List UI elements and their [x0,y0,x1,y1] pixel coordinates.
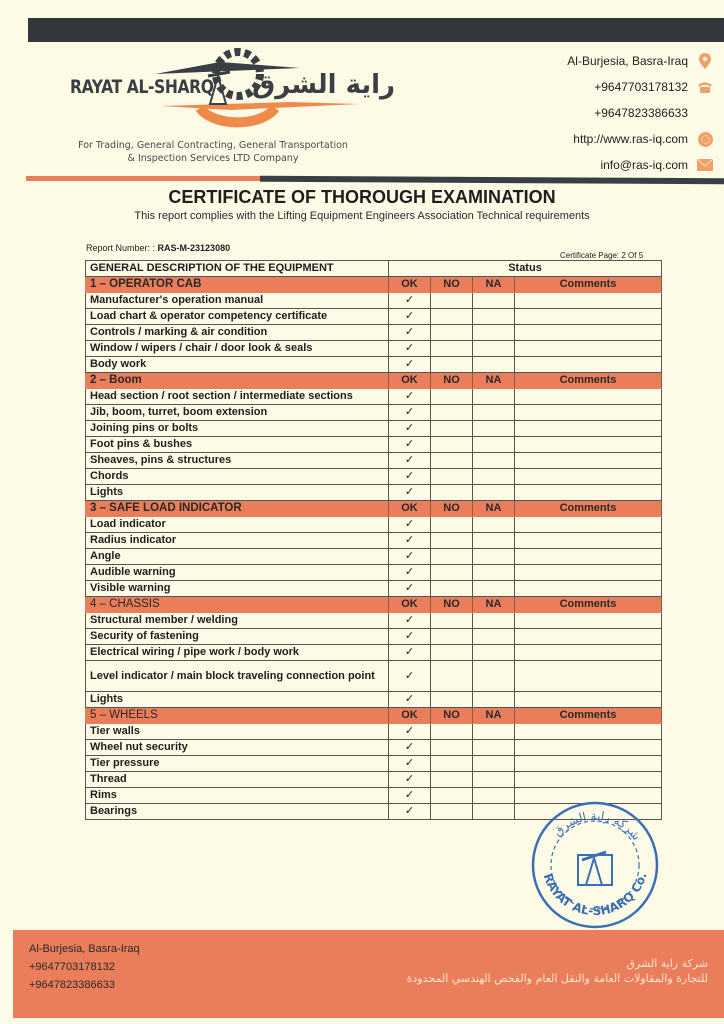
section-header-row [86,708,662,724]
table-row [86,389,662,405]
footer-address: Al-Burjesia, Basra-Iraq [29,943,140,955]
comments-cell[interactable] [515,613,662,629]
status-na-cell[interactable] [473,565,515,581]
contact-phone-1 [567,74,714,100]
status-ok-cell[interactable] [389,533,431,549]
item-label: Thread [86,772,389,788]
col-comments-header: Comments [515,708,662,724]
company-name-ar: راية الشرق [252,70,396,100]
table-row [86,469,662,485]
status-na-cell[interactable] [473,293,515,309]
email-link[interactable]: info@ras-iq.com [600,158,688,172]
table-row [86,517,662,533]
status-no-cell[interactable] [431,389,473,405]
report-number-value: RAS-M-23123080 [157,243,231,253]
status-ok-cell[interactable] [389,645,431,661]
item-label: Load chart & operator competency certificate [86,309,389,325]
section-header-row [86,501,662,517]
check-mark-icon: ✓ [404,741,415,753]
item-label: Foot pins & bushes [86,437,389,453]
report-number-label: Report Number: : [86,243,156,253]
status-no-cell[interactable] [431,661,473,692]
comments-cell[interactable] [515,517,662,533]
status-ok-cell[interactable] [389,692,431,708]
section-title: 1 – OPERATOR CAB [86,277,389,293]
section-title: 2 – Boom [86,373,389,389]
check-mark-icon: ✓ [404,789,415,801]
check-mark-icon: ✓ [404,406,415,418]
table-row [86,740,662,756]
col-no-header: NO [431,597,473,613]
status-no-cell[interactable] [431,309,473,325]
contact-phone-2 [567,100,714,126]
check-mark-icon: ✓ [404,614,415,626]
section-header-row [86,373,662,389]
footer-contact [29,940,140,994]
comments-cell[interactable] [515,293,662,309]
table-row [86,293,662,309]
table-row [86,756,662,772]
envelope-icon [696,157,714,173]
status-no-cell[interactable] [431,437,473,453]
contact-address [567,48,714,74]
table-row [86,325,662,341]
status-no-cell[interactable] [431,645,473,661]
section-header-row [86,277,662,293]
status-ok-cell[interactable] [389,309,431,325]
table-row [86,613,662,629]
status-no-cell[interactable] [431,325,473,341]
item-label: Rims [86,788,389,804]
check-mark-icon: ✓ [404,670,415,682]
status-no-cell[interactable] [431,485,473,501]
status-na-cell[interactable] [473,581,515,597]
status-ok-cell[interactable] [389,517,431,533]
item-label: Structural member / welding [86,613,389,629]
status-ok-cell[interactable] [389,565,431,581]
col-comments-header: Comments [515,277,662,293]
col-ok-header: OK [389,501,431,517]
table-row [86,437,662,453]
status-no-cell[interactable] [431,341,473,357]
col-ok-header: OK [389,597,431,613]
phone-2-link[interactable]: +9647823386633 [594,106,688,120]
status-na-cell[interactable] [473,661,515,692]
status-ok-cell[interactable] [389,437,431,453]
col-no-header: NO [431,501,473,517]
status-na-cell[interactable] [473,389,515,405]
section-title: 4 – CHASSIS [86,597,389,613]
status-no-cell[interactable] [431,357,473,373]
status-ok-cell[interactable] [389,389,431,405]
status-ok-cell[interactable] [389,325,431,341]
table-row [86,772,662,788]
status-ok-cell[interactable] [389,772,431,788]
item-label: Audible warning [86,565,389,581]
check-mark-icon: ✓ [404,518,415,530]
status-ok-cell[interactable] [389,788,431,804]
status-na-cell[interactable] [473,724,515,740]
section-header-row [86,597,662,613]
document-subtitle: This report complies with the Lifting Equipment Engineers Association Technical requirements [134,210,590,222]
check-mark-icon: ✓ [404,693,415,705]
status-na-cell[interactable] [473,756,515,772]
status-no-cell[interactable] [431,756,473,772]
check-mark-icon: ✓ [404,534,415,546]
comments-cell[interactable] [515,724,662,740]
comments-cell[interactable] [515,325,662,341]
item-label: Chords [86,469,389,485]
check-mark-icon: ✓ [404,422,415,434]
comments-cell[interactable] [515,692,662,708]
table-header-row [86,261,662,277]
table-row [86,724,662,740]
comments-cell[interactable] [515,629,662,645]
comments-cell[interactable] [515,533,662,549]
status-na-cell[interactable] [473,613,515,629]
status-no-cell[interactable] [431,565,473,581]
comments-cell[interactable] [515,756,662,772]
comments-cell[interactable] [515,740,662,756]
status-na-cell[interactable] [473,629,515,645]
comments-cell[interactable] [515,341,662,357]
check-mark-icon: ✓ [404,550,415,562]
item-label: Body work [86,357,389,373]
status-na-cell[interactable] [473,485,515,501]
desc-header: GENERAL DESCRIPTION OF THE EQUIPMENT [86,261,389,277]
status-na-cell[interactable] [473,533,515,549]
item-label: Sheaves, pins & structures [86,453,389,469]
item-label: Window / wipers / chair / door look & seals [86,341,389,357]
status-na-cell[interactable] [473,405,515,421]
status-na-cell[interactable] [473,469,515,485]
status-ok-cell[interactable] [389,485,431,501]
check-mark-icon: ✓ [404,310,415,322]
status-na-cell[interactable] [473,309,515,325]
status-no-cell[interactable] [431,469,473,485]
check-mark-icon: ✓ [404,773,415,785]
company-name-en: RAYAT AL-SHARQ [70,76,214,98]
status-no-cell[interactable] [431,581,473,597]
status-ok-cell[interactable] [389,405,431,421]
footer-phone-2[interactable]: +9647823386633 [29,979,115,991]
col-no-header: NO [431,708,473,724]
comments-cell[interactable] [515,485,662,501]
check-mark-icon: ✓ [404,454,415,466]
contact-website [567,126,714,152]
status-no-cell[interactable] [431,804,473,820]
check-mark-icon: ✓ [404,725,415,737]
table-row [86,453,662,469]
status-no-cell[interactable] [431,724,473,740]
item-label: Jib, boom, turret, boom extension [86,405,389,421]
logo-swoosh-bottom [160,102,360,110]
status-ok-cell[interactable] [389,740,431,756]
check-mark-icon: ✓ [404,358,415,370]
item-label: Electrical wiring / pipe work / body work [86,645,389,661]
status-na-cell[interactable] [473,740,515,756]
table-row [86,357,662,373]
item-label: Controls / marking & air condition [86,325,389,341]
item-label: Security of fastening [86,629,389,645]
table-row [86,341,662,357]
location-pin-icon [696,53,714,69]
status-na-cell[interactable] [473,437,515,453]
status-no-cell[interactable] [431,421,473,437]
spacer-icon [696,105,714,121]
contact-info [567,48,714,178]
item-label: Load indicator [86,517,389,533]
status-no-cell[interactable] [431,692,473,708]
footer-phone-1[interactable]: +9647703178132 [29,961,115,973]
website-link[interactable]: http://www.ras-iq.com [573,132,688,146]
comments-cell[interactable] [515,405,662,421]
check-mark-icon: ✓ [404,566,415,578]
check-mark-icon: ✓ [404,470,415,482]
table-row [86,581,662,597]
col-comments-header: Comments [515,373,662,389]
table-row [86,692,662,708]
col-na-header: NA [473,597,515,613]
item-label: Tier walls [86,724,389,740]
col-ok-header: OK [389,373,431,389]
comments-cell[interactable] [515,772,662,788]
status-ok-cell[interactable] [389,661,431,692]
comments-cell[interactable] [515,437,662,453]
comments-cell[interactable] [515,389,662,405]
header-divider-orange [26,176,260,181]
item-label: Lights [86,692,389,708]
col-comments-header: Comments [515,597,662,613]
item-label: Bearings [86,804,389,820]
status-na-cell[interactable] [473,325,515,341]
certificate-page: Certificate Page: 2 Of 5 [560,251,644,260]
status-no-cell[interactable] [431,549,473,565]
header-divider-dark [260,176,724,184]
status-na-cell[interactable] [473,549,515,565]
check-mark-icon: ✓ [404,342,415,354]
status-no-cell[interactable] [431,517,473,533]
check-mark-icon: ✓ [404,486,415,498]
comments-cell[interactable] [515,469,662,485]
status-ok-cell[interactable] [389,629,431,645]
section-title: 3 – SAFE LOAD INDICATOR [86,501,389,517]
status-ok-cell[interactable] [389,453,431,469]
company-stamp [530,800,660,930]
check-mark-icon: ✓ [404,326,415,338]
item-label: Manufacturer's operation manual [86,293,389,309]
item-label: Radius indicator [86,533,389,549]
check-mark-icon: ✓ [404,646,415,658]
tagline-line-1: For Trading, General Contracting, General Transportation [78,140,348,151]
table-row [86,661,662,692]
status-ok-cell[interactable] [389,581,431,597]
col-ok-header: OK [389,708,431,724]
comments-cell[interactable] [515,661,662,692]
status-no-cell[interactable] [431,533,473,549]
status-no-cell[interactable] [431,293,473,309]
status-na-cell[interactable] [473,421,515,437]
check-mark-icon: ✓ [404,805,415,817]
status-ok-cell[interactable] [389,804,431,820]
header-dark-bar [28,18,724,42]
item-label: Joining pins or bolts [86,421,389,437]
item-label: Head section / root section / intermediate sections [86,389,389,405]
status-no-cell[interactable] [431,613,473,629]
status-ok-cell[interactable] [389,724,431,740]
section-title: 5 – WHEELS [86,708,389,724]
col-na-header: NA [473,708,515,724]
check-mark-icon: ✓ [404,438,415,450]
status-no-cell[interactable] [431,740,473,756]
tagline-line-2: & Inspection Services LTD Company [127,153,299,164]
examination-table [85,260,662,820]
col-no-header: NO [431,277,473,293]
footer-band [13,930,724,1018]
status-ok-cell[interactable] [389,421,431,437]
item-label: Level indicator / main block traveling connection point [86,661,389,692]
col-na-header: NA [473,501,515,517]
stamp-text-en: RAYAT AL-SHARQ Co. [540,870,650,919]
status-ok-cell[interactable] [389,357,431,373]
status-ok-cell[interactable] [389,469,431,485]
document-title: CERTIFICATE OF THOROUGH EXAMINATION [168,187,556,207]
table-row [86,309,662,325]
comments-cell[interactable] [515,357,662,373]
status-na-cell[interactable] [473,453,515,469]
status-na-cell[interactable] [473,804,515,820]
telephone-icon [696,79,714,95]
check-mark-icon: ✓ [404,757,415,769]
status-na-cell[interactable] [473,788,515,804]
footer-arabic [407,956,708,986]
status-ok-cell[interactable] [389,341,431,357]
contact-email [567,152,714,178]
table-row [86,629,662,645]
status-no-cell[interactable] [431,772,473,788]
col-na-header: NA [473,373,515,389]
status-no-cell[interactable] [431,629,473,645]
report-number [86,243,230,253]
status-no-cell[interactable] [431,788,473,804]
status-ok-cell[interactable] [389,613,431,629]
phone-1-link[interactable]: +9647703178132 [594,80,688,94]
footer-arabic-line-2: للتجارة والمقاولات العامة والنقل العام والفحص الهندسي المحدودة [406,972,708,985]
table-row [86,533,662,549]
table-row [86,421,662,437]
check-mark-icon: ✓ [404,390,415,402]
status-na-cell[interactable] [473,517,515,533]
col-comments-header: Comments [515,501,662,517]
table-row [86,405,662,421]
check-mark-icon: ✓ [404,582,415,594]
status-header: Status [389,261,662,277]
comments-cell[interactable] [515,645,662,661]
stamp-text-ar: شركة راية الشرق [550,808,644,843]
status-na-cell[interactable] [473,772,515,788]
comments-cell[interactable] [515,453,662,469]
comments-cell[interactable] [515,549,662,565]
item-label: Tier pressure [86,756,389,772]
status-na-cell[interactable] [473,645,515,661]
status-no-cell[interactable] [431,453,473,469]
comments-cell[interactable] [515,309,662,325]
col-ok-header: OK [389,277,431,293]
col-no-header: NO [431,373,473,389]
status-no-cell[interactable] [431,405,473,421]
status-na-cell[interactable] [473,341,515,357]
status-ok-cell[interactable] [389,756,431,772]
check-mark-icon: ✓ [404,630,415,642]
footer-arabic-line-1: شركة راية الشرق [626,957,708,970]
check-mark-icon: ✓ [404,294,415,306]
table-row [86,645,662,661]
col-na-header: NA [473,277,515,293]
status-na-cell[interactable] [473,357,515,373]
comments-cell[interactable] [515,581,662,597]
item-label: Wheel nut security [86,740,389,756]
comments-cell[interactable] [515,565,662,581]
globe-icon [696,131,714,147]
status-ok-cell[interactable] [389,549,431,565]
status-na-cell[interactable] [473,692,515,708]
table-row [86,485,662,501]
address-text: Al-Burjesia, Basra-Iraq [567,54,688,68]
table-row [86,549,662,565]
table-row [86,565,662,581]
item-label: Angle [86,549,389,565]
status-ok-cell[interactable] [389,293,431,309]
item-label: Lights [86,485,389,501]
company-tagline [40,139,386,165]
comments-cell[interactable] [515,421,662,437]
item-label: Visible warning [86,581,389,597]
